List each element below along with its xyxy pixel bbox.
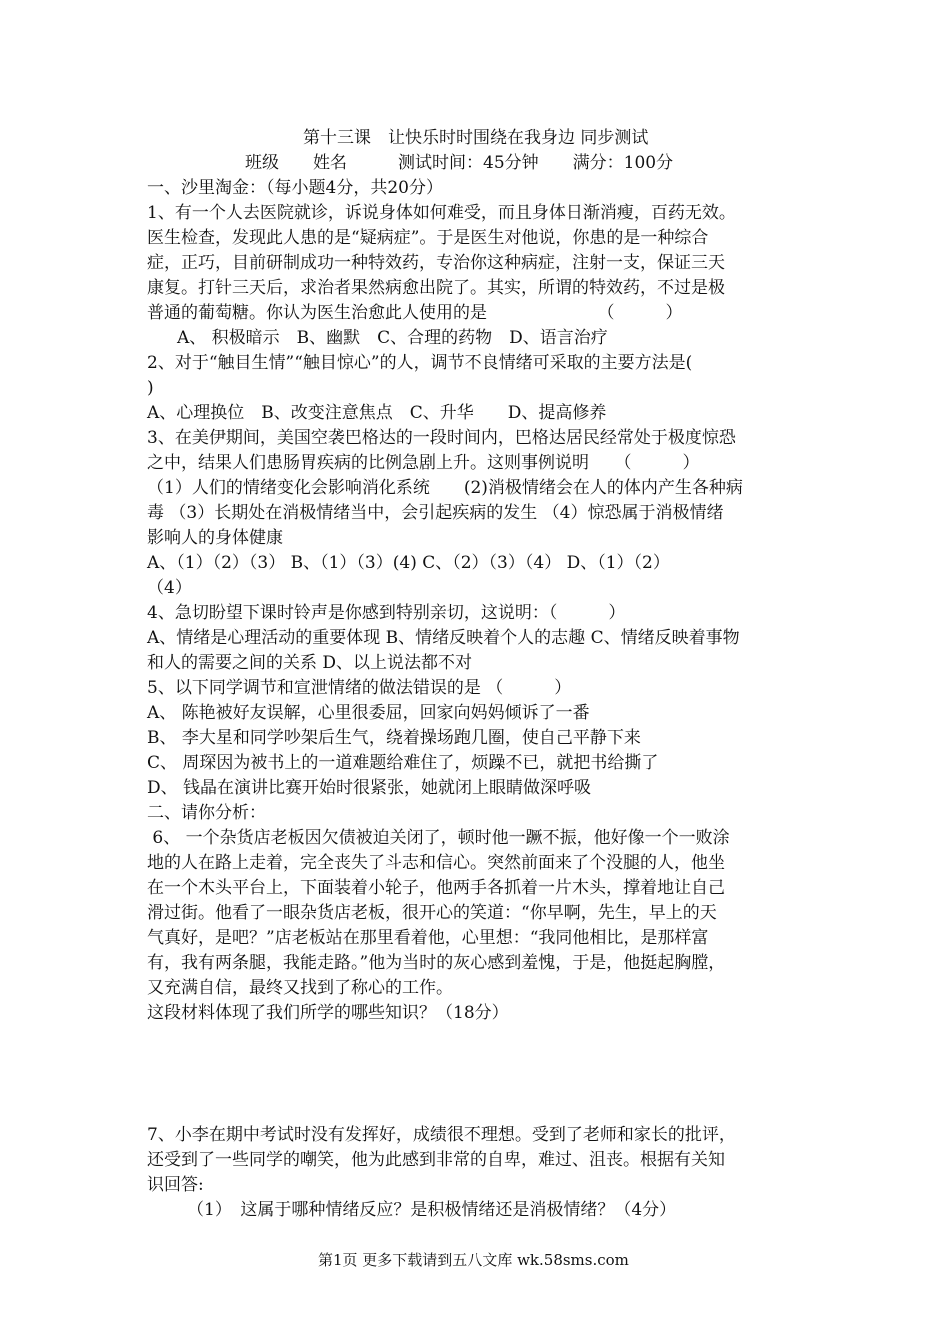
answer-options: （4） [147,578,192,598]
answer-options: A、 陈艳被好友误解，心里很委屈，回家向妈妈倾诉了一番 [147,703,590,723]
answer-options: A、情绪是心理活动的重要体现 B、情绪反映着个人的志趣 C、情绪反映着事物 [147,628,740,648]
question-text: 识回答: [147,1175,204,1195]
answer-options: B、 李大星和同学吵架后生气，绕着操场跑几圈，使自己平静下来 [147,728,641,748]
passage-text: 又充满自信，最终又找到了称心的工作。 [147,978,453,998]
answer-options: A、（1）（2）（3） B、（1）（3）(4) C、（2）（3）（4） D、（1）（2） [147,553,670,573]
passage-text: 有，我有两条腿，我能走路。”他为当时的灰心感到羞愧，于是，他挺起胸膛， [147,953,726,973]
question-text: 康复。打针三天后，求治者果然病愈出院了。其实，所谓的特效药，不过是极 [147,278,725,298]
question-text: 还受到了一些同学的嘲笑，他为此感到非常的自卑，难过、沮丧。根据有关知 [147,1150,725,1170]
question-text: 医生检查，发现此人患的是“疑病症”。于是医生对他说，你患的是一种综合 [147,228,709,248]
answer-options: D、 钱晶在演讲比赛开始时很紧张，她就闭上眼睛做深呼吸 [147,778,592,798]
sub-question: （1） 这属于哪种情绪反应？是积极情绪还是消极情绪？（4分） [187,1200,677,1220]
question-text: （1）人们的情绪变化会影响消化系统 (2)消极情绪会在人的体内产生各种病 [147,478,743,498]
question-prompt: 这段材料体现了我们所学的哪些知识？（18分） [147,1003,509,1023]
question-text: 普通的葡萄糖。你认为医生治愈此人使用的是 （ ） [147,303,683,323]
question-text: 4、急切盼望下课时铃声是你感到特别亲切，这说明：（ ） [147,603,626,623]
passage-text: 地的人在路上走着，完全丧失了斗志和信心。突然前面来了个没腿的人，他坐 [147,853,725,873]
section-heading: 一、沙里淘金：（每小题4分，共20分） [147,178,443,198]
page-footer: 第1页 更多下载请到五八文库 wk.58sms.com [318,1251,629,1269]
question-text: 毒 （3）长期处在消极情绪当中，会引起疾病的发生 （4）惊恐属于消极情绪 [147,503,724,523]
question-text: 影响人的身体健康 [147,528,283,548]
question-text: 5、以下同学调节和宣泄情绪的做法错误的是 （ ） [147,678,572,698]
question-text: ) [147,378,154,398]
passage-text: 滑过街。他看了一眼杂货店老板，很开心的笑道：“你早啊，先生，早上的天 [147,903,717,923]
question-text: 1、有一个人去医院就诊，诉说身体如何难受，而且身体日渐消瘦，百药无效。 [147,203,736,223]
answer-options: A、 积极暗示 B、幽默 C、合理的药物 D、语言治疗 [177,328,608,348]
question-text: 症，正巧，目前研制成功一种特效药，专治你这种病症，注射一支，保证三天 [147,253,725,273]
answer-options: C、 周琛因为被书上的一道难题给难住了，烦躁不已，就把书给撕了 [147,753,659,773]
question-text: 3、在美伊期间，美国空袭巴格达的一段时间内，巴格达居民经常处于极度惊恐 [147,428,736,448]
page-title: 第十三课 让快乐时时围绕在我身边 同步测试 [303,128,649,148]
passage-text: 6、 一个杂货店老板因欠债被迫关闭了，顿时他一蹶不振，他好像一个一败涂 [147,828,730,848]
question-text: 2、对于“触目生情”“触目惊心”的人，调节不良情绪可采取的主要方法是( [147,353,693,373]
question-text: 之中，结果人们患肠胃疾病的比例急剧上升。这则事例说明 （ ） [147,453,700,473]
question-text: 7、小李在期中考试时没有发挥好，成绩很不理想。受到了老师和家长的批评， [147,1125,736,1145]
info-line: 班级 姓名 测试时间：45分钟 满分：100分 [245,153,674,173]
answer-options: A、心理换位 B、改变注意焦点 C、升华 D、提高修养 [147,403,607,423]
answer-options: 和人的需要之间的关系 D、以上说法都不对 [147,653,473,673]
passage-text: 气真好，是吧？”店老板站在那里看着他，心里想：“我同他相比，是那样富 [147,928,709,948]
section-heading: 二、请你分析： [147,803,266,823]
passage-text: 在一个木头平台上，下面装着小轮子，他两手各抓着一片木头，撑着地让自己 [147,878,725,898]
